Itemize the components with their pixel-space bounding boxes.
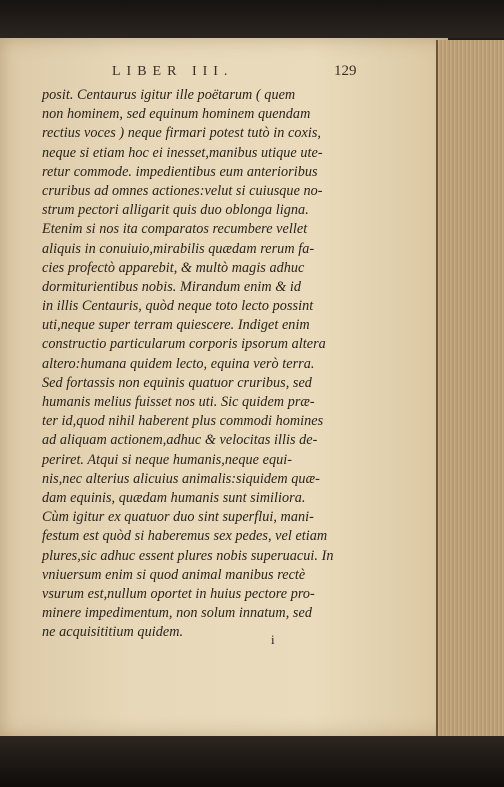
top-shadow	[0, 0, 504, 38]
text-line: Etenim si nos ita comparatos recumbere vellet	[42, 221, 308, 238]
text-line: uti,neque super terram quiescere. Indiget enim	[42, 317, 310, 334]
page-edges	[436, 40, 504, 736]
text-line: ne acquisititium quidem.	[42, 624, 184, 641]
text-line: rectius voces ) neque firmari potest tutò in coxis,	[42, 125, 322, 142]
text-line: non hominem, sed equinum hominem quendam	[42, 106, 311, 123]
signature-mark: i	[271, 632, 275, 647]
text-line: ad aliquam actionem,adhuc & velocitas illis de-	[42, 432, 318, 449]
text-line: dam equinis, quædam humanis sunt similiora.	[42, 489, 306, 506]
page-number: 129	[334, 63, 357, 79]
text-line: neque si etiam hoc ei inesset,manibus utique ute-	[42, 144, 323, 161]
text-line: periret. Atqui si neque humanis,neque equi-	[42, 451, 292, 468]
text-line: festum est quòd si haberemus sex pedes, vel etiam	[42, 528, 328, 545]
running-head	[0, 64, 448, 86]
text-line: minere impedimentum, non solum innatum, sed	[42, 605, 312, 622]
text-line: ter id,quod nihil haberent plus commodi homines	[42, 413, 324, 430]
text-line: aliquis in conuiuio,mirabilis quædam rerum fa-	[42, 240, 315, 257]
text-line: cruribus ad omnes actiones:velut si cuiusque no-	[42, 182, 323, 199]
text-line: humanis melius fuisset nos uti. Sic quidem præ-	[42, 394, 315, 410]
text-line: constructio particularum corporis ipsorum altera	[42, 336, 326, 353]
bottom-shadow	[0, 736, 504, 787]
text-line: plures,sic adhuc essent plures nobis superuacui. In	[42, 547, 334, 564]
text-line: in illis Centauris, quòd neque toto lecto possint	[42, 298, 314, 315]
text-line: posit. Centaurus igitur ille poëtarum ( quem	[42, 87, 296, 103]
text-line: nis,nec alterius alicuius animalis:siquidem quæ-	[42, 470, 320, 487]
text-line: vniuersum enim si quod animal manibus rectè	[42, 566, 306, 583]
body-text	[42, 86, 360, 642]
running-title: LIBER III.	[112, 64, 234, 79]
text-line: strum pectori alligarit quis duo oblonga ligna.	[42, 202, 309, 219]
text-line: dormiturientibus nobis. Mirandum enim & id	[42, 278, 302, 295]
text-line: cies profectò apparebit, & multò magis adhuc	[42, 259, 305, 276]
text-line: retur commode. impedientibus eum anterioribus	[42, 163, 318, 180]
text-line: Cùm igitur ex quatuor duo sint superflui, mani-	[42, 509, 314, 526]
text-line: altero:humana quidem lecto, equina verò terra.	[42, 355, 315, 372]
text-line: Sed fortassis non equinis quatuor cruribus, sed	[42, 374, 312, 391]
text-line: vsurum est,nullum oportet in huius pectore pro-	[42, 585, 315, 602]
